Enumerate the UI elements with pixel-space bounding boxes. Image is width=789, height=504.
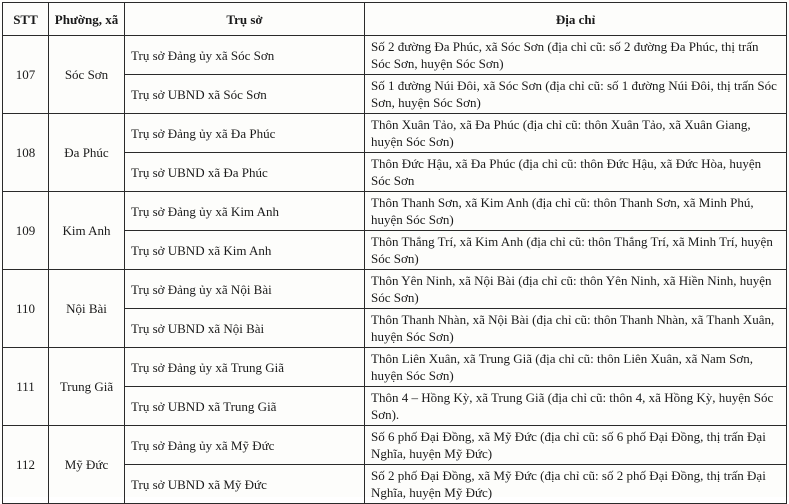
stt-cell: 112 (3, 426, 49, 504)
table-header-row (3, 3, 787, 36)
ward-cell: Nội Bài (49, 270, 125, 348)
office-cell: Trụ sở UBND xã Nội Bài (125, 309, 365, 348)
office-cell: Trụ sở Đảng ủy xã Mỹ Đức (125, 426, 365, 465)
office-cell: Trụ sở Đảng ủy xã Nội Bài (125, 270, 365, 309)
ward-cell: Đa Phúc (49, 114, 125, 192)
office-cell: Trụ sở Đảng ủy xã Sóc Sơn (125, 36, 365, 75)
address-cell: Thôn Thắng Trí, xã Kim Anh (địa chỉ cũ: thôn Thắng Trí, xã Minh Trí, huyện Sóc Sơn) (365, 231, 787, 270)
office-cell: Trụ sở Đảng ủy xã Đa Phúc (125, 114, 365, 153)
address-cell: Thôn Đức Hậu, xã Đa Phúc (địa chỉ cũ: thôn Đức Hậu, xã Đức Hòa, huyện Sóc Sơn (365, 153, 787, 192)
address-cell: Thôn Yên Ninh, xã Nội Bài (địa chỉ cũ: thôn Yên Ninh, xã Hiền Ninh, huyện Sóc Sơn) (365, 270, 787, 309)
office-address-table (2, 2, 787, 504)
header-stt: STT (3, 3, 49, 36)
address-cell: Thôn Xuân Tảo, xã Đa Phúc (địa chỉ cũ: thôn Xuân Tảo, xã Xuân Giang, huyện Sóc Sơn) (365, 114, 787, 153)
address-cell: Thôn Liên Xuân, xã Trung Giã (địa chỉ cũ: thôn Liên Xuân, xã Nam Sơn, huyện Sóc Sơn) (365, 348, 787, 387)
stt-cell: 109 (3, 192, 49, 270)
address-cell: Số 1 đường Núi Đôi, xã Sóc Sơn (địa chỉ cũ: số 1 đường Núi Đôi, thị trấn Sóc Sơn, huyện Sóc Sơn) (365, 75, 787, 114)
address-cell: Số 6 phố Đại Đồng, xã Mỹ Đức (địa chỉ cũ: số 6 phố Đại Đồng, thị trấn Đại Nghĩa, huyện Mỹ Đức) (365, 426, 787, 465)
address-cell: Số 2 đường Đa Phúc, xã Sóc Sơn (địa chỉ cũ: số 2 đường Đa Phúc, thị trấn Sóc Sơn, huyện Sóc Sơn) (365, 36, 787, 75)
header-office: Trụ sở (125, 3, 365, 36)
address-cell: Thôn 4 – Hồng Kỳ, xã Trung Giã (địa chỉ cũ: thôn 4, xã Hồng Kỳ, huyện Sóc Sơn). (365, 387, 787, 426)
ward-cell: Mỹ Đức (49, 426, 125, 504)
office-cell: Trụ sở UBND xã Sóc Sơn (125, 75, 365, 114)
header-address: Địa chỉ (365, 3, 787, 36)
office-cell: Trụ sở Đảng ủy xã Trung Giã (125, 348, 365, 387)
office-cell: Trụ sở Đảng ủy xã Kim Anh (125, 192, 365, 231)
ward-cell: Sóc Sơn (49, 36, 125, 114)
office-cell: Trụ sở UBND xã Mỹ Đức (125, 465, 365, 504)
table-row (3, 348, 787, 387)
stt-cell: 108 (3, 114, 49, 192)
header-ward: Phường, xã (49, 3, 125, 36)
table-row (3, 192, 787, 231)
stt-cell: 107 (3, 36, 49, 114)
office-cell: Trụ sở UBND xã Trung Giã (125, 387, 365, 426)
stt-cell: 111 (3, 348, 49, 426)
address-cell: Thôn Thanh Nhàn, xã Nội Bài (địa chỉ cũ: thôn Thanh Nhàn, xã Thanh Xuân, huyện Sóc Sơn) (365, 309, 787, 348)
ward-cell: Kim Anh (49, 192, 125, 270)
office-cell: Trụ sở UBND xã Đa Phúc (125, 153, 365, 192)
table-row (3, 36, 787, 75)
office-cell: Trụ sở UBND xã Kim Anh (125, 231, 365, 270)
address-cell: Thôn Thanh Sơn, xã Kim Anh (địa chỉ cũ: thôn Thanh Sơn, xã Minh Phú, huyện Sóc Sơn) (365, 192, 787, 231)
ward-cell: Trung Giã (49, 348, 125, 426)
table-row (3, 426, 787, 465)
table-row (3, 270, 787, 309)
stt-cell: 110 (3, 270, 49, 348)
address-cell: Số 2 phố Đại Đồng, xã Mỹ Đức (địa chỉ cũ: số 2 phố Đại Đồng, thị trấn Đại Nghĩa, huyện Mỹ Đức) (365, 465, 787, 504)
table-row (3, 114, 787, 153)
